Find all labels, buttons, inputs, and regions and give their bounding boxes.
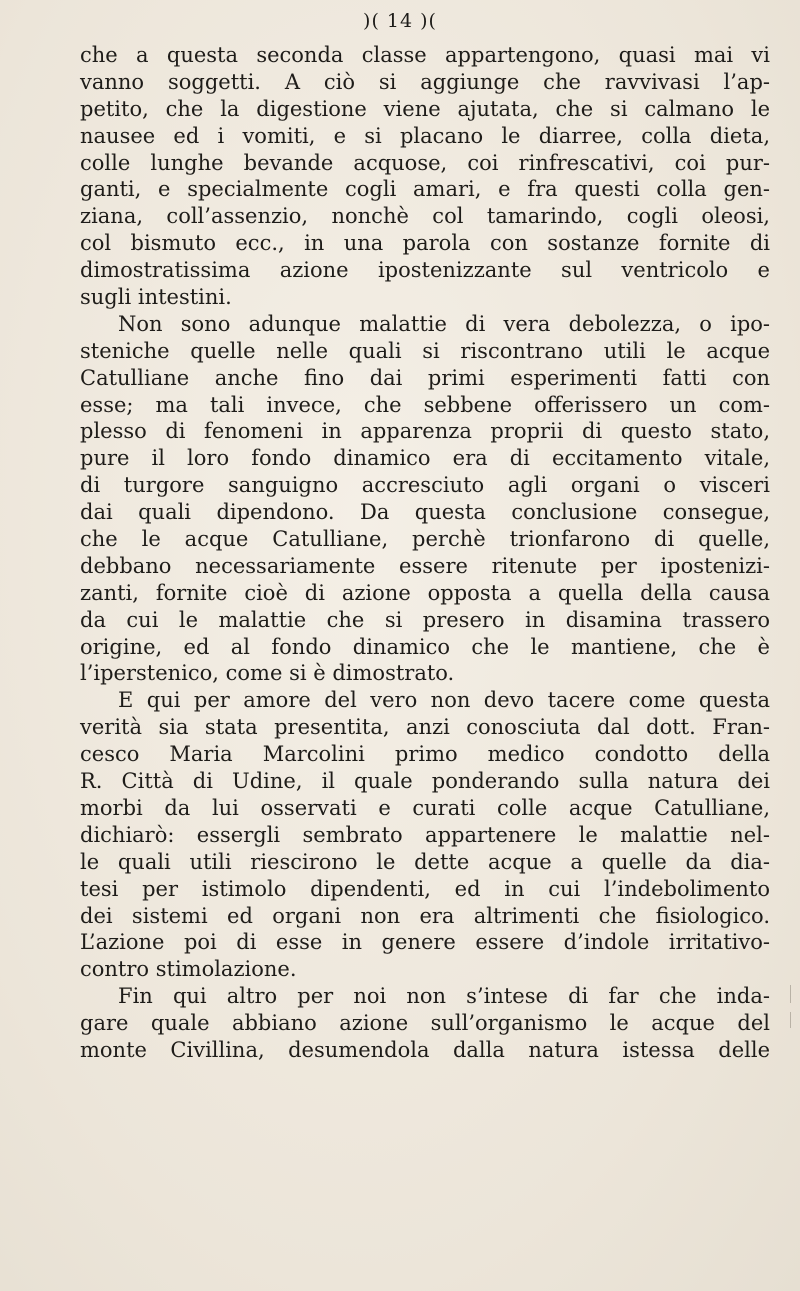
text-line: sugli intestini. [80,285,232,310]
text-line: monte Civillina, desumendola dalla natura istessa delle [80,1037,770,1062]
page-number: )( 14 )( [363,10,437,32]
text-line: Catulliane anche fino dai primi esperimenti fatti con [80,365,770,390]
margin-mark [790,985,791,1003]
text-line: E qui per amore del vero non devo tacere come questa [118,688,770,713]
text-line: nausee ed i vomiti, e si placano le diarree, colla dieta, [80,123,770,148]
text-line: contro stimolazione. [80,957,297,982]
margin-mark [790,1012,791,1028]
text-line: dichiarò: essergli sembrato appartenere le malattie nel- [80,822,770,847]
text-line: Non sono adunque malattie di vera debolezza, o ipo- [118,311,770,336]
text-line: Fin qui altro per noi non s’intese di far che inda- [118,984,770,1009]
text-line: dimostratissima azione ipostenizzante sul ventricolo e [80,258,770,283]
text-line: vanno soggetti. A ciò si aggiunge che ravvivasi l’ap- [80,69,770,94]
text-line: che le acque Catulliane, perchè trionfarono di quelle, [80,527,770,552]
text-line: ganti, e specialmente cogli amari, e fra questi colla gen- [80,177,770,202]
text-line: petito, che la digestione viene ajutata, che si calmano le [80,96,770,121]
text-line: L’azione poi di esse in genere essere d’indole irritativo- [80,930,770,955]
text-line: gare quale abbiano azione sull’organismo le acque del [80,1011,770,1036]
text-line: che a questa seconda classe appartengono, quasi mai vi [80,43,770,67]
text-line: dei sistemi ed organi non era altrimenti che fisiologico. [80,903,770,928]
text-line: tesi per istimolo dipendenti, ed in cui l’indebolimento [80,876,770,901]
text-line: morbi da lui osservati e curati colle acque Catulliane, [80,795,770,820]
text-line: plesso di fenomeni in apparenza proprii di questo stato, [80,419,770,444]
text-line: verità sia stata presentita, anzi conosciuta dal dott. Fran- [80,715,770,740]
text-line: di turgore sanguigno accresciuto agli organi o visceri [80,473,770,498]
text-line: dai quali dipendono. Da questa conclusione consegue, [80,500,770,525]
text-line: steniche quelle nelle quali si riscontrano utili le acque [80,338,770,363]
text-line: esse; ma tali invece, che sebbene offerissero un com- [80,392,770,417]
text-line: debbano necessariamente essere ritenute per ipostenizi- [80,553,770,578]
text-line: cesco Maria Marcolini primo medico condotto della [80,742,770,767]
body-text [80,42,770,1064]
text-line: le quali utili riescirono le dette acque a quelle da dia- [80,849,770,874]
text-line: l’iperstenico, come si è dimostrato. [80,661,455,686]
text-line: origine, ed al fondo dinamico che le mantiene, che è [80,634,770,659]
text-line: da cui le malattie che si presero in disamina trassero [80,607,770,632]
text-line: R. Città di Udine, il quale ponderando sulla natura dei [80,769,770,794]
text-line: colle lunghe bevande acquose, coi rinfrescativi, coi pur- [80,150,770,175]
text-line: pure il loro fondo dinamico era di eccitamento vitale, [80,446,770,471]
text-line: zanti, fornite cioè di azione opposta a quella della causa [80,580,770,605]
text-line: ziana, coll’assenzio, nonchè col tamarindo, cogli oleosi, [80,204,770,229]
text-line: col bismuto ecc., in una parola con sostanze fornite di [80,231,770,256]
